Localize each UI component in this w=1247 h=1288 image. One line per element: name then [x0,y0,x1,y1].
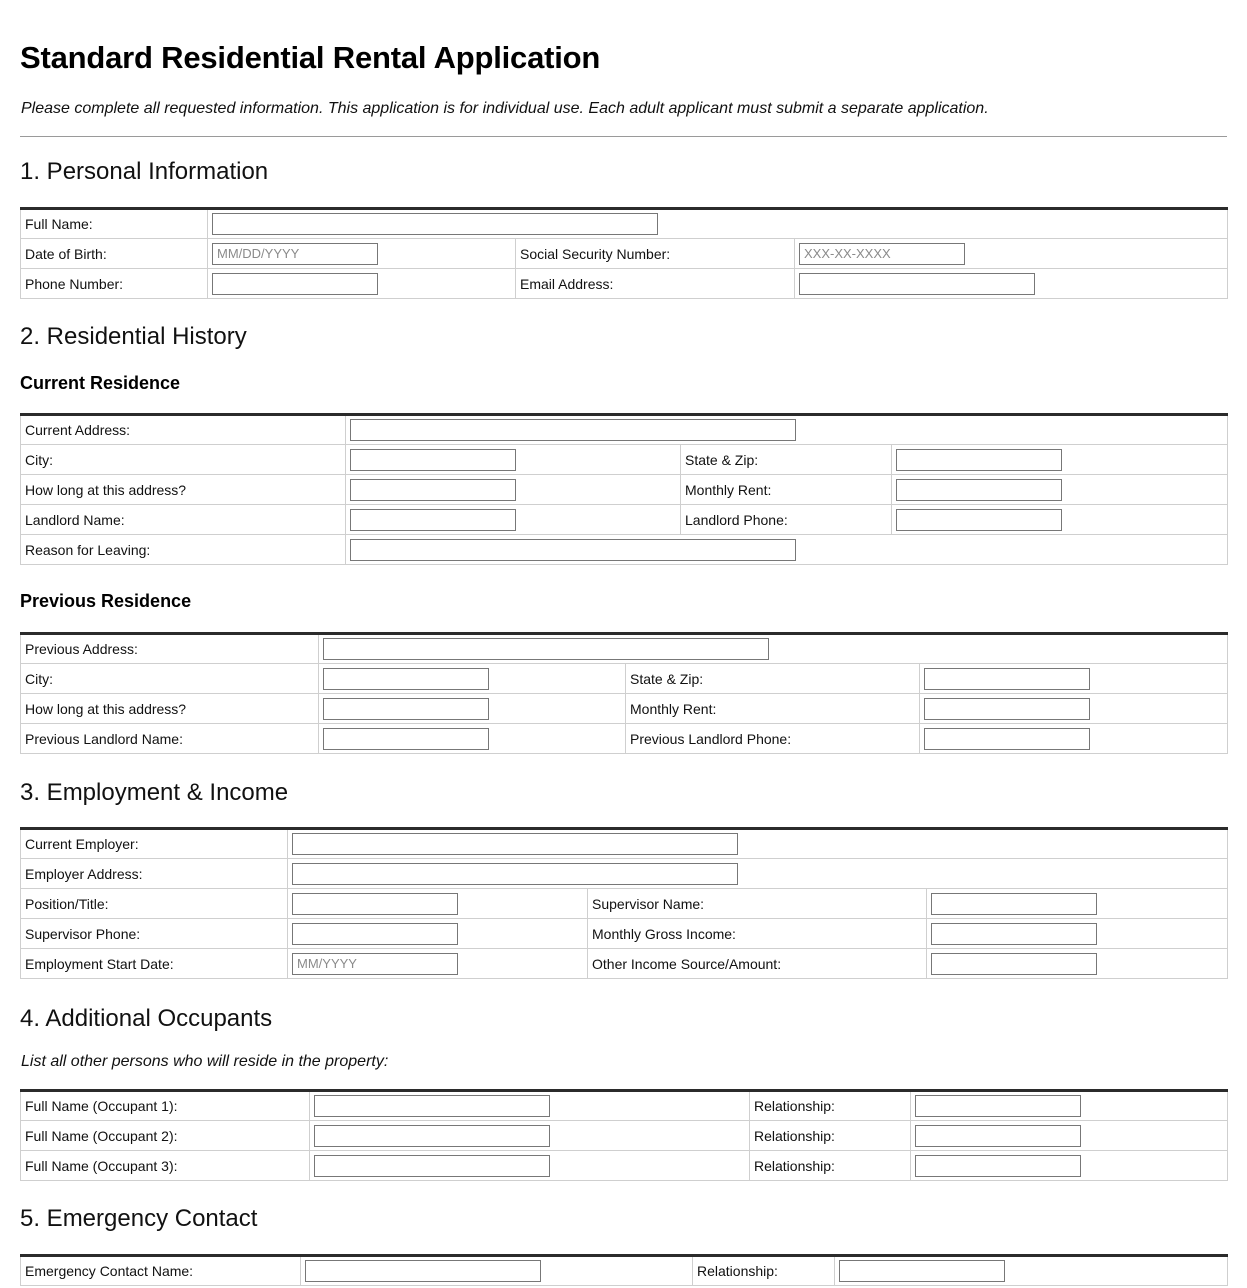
table-row [21,919,1228,949]
city-label: City: [21,664,319,694]
reason-label: Reason for Leaving: [21,535,346,565]
table-row [21,269,1228,299]
ssn-input[interactable] [799,243,965,265]
occupant-2-relationship-input[interactable] [915,1125,1081,1147]
table-row [21,475,1228,505]
monthly-income-input[interactable] [931,923,1097,945]
current-address-input[interactable] [350,419,796,441]
landlord-name-input[interactable] [350,509,516,531]
current-state-zip-input[interactable] [896,449,1062,471]
table-row [21,1121,1228,1151]
current-address-label: Current Address: [21,415,346,445]
monthly-rent-label: Monthly Rent: [626,694,920,724]
table-row [21,239,1228,269]
start-date-label: Employment Start Date: [21,949,288,979]
current-residence-table [20,413,1228,565]
table-row [21,415,1228,445]
landlord-phone-label: Landlord Phone: [681,505,892,535]
table-row [21,829,1228,859]
phone-label: Phone Number: [21,269,208,299]
section-heading-residential: 2. Residential History [20,323,247,350]
previous-rent-input[interactable] [924,698,1090,720]
section-heading-emergency: 5. Emergency Contact [20,1205,258,1232]
occupant-name-label: Full Name (Occupant 1): [21,1091,310,1121]
previous-address-label: Previous Address: [21,634,319,664]
landlord-name-label: Landlord Name: [21,505,346,535]
email-label: Email Address: [516,269,795,299]
current-employer-input[interactable] [292,833,738,855]
table-row [21,1256,1228,1286]
reason-for-leaving-input[interactable] [350,539,796,561]
table-row [21,535,1228,565]
previous-landlord-phone-input[interactable] [924,728,1090,750]
table-row [21,634,1228,664]
previous-address-input[interactable] [323,638,769,660]
supervisor-name-label: Supervisor Name: [588,889,927,919]
full-name-input[interactable] [212,213,658,235]
emergency-name-input[interactable] [305,1260,541,1282]
occupant-1-name-input[interactable] [314,1095,550,1117]
occupants-note: List all other persons who will reside in the property: [21,1053,389,1070]
monthly-income-label: Monthly Gross Income: [588,919,927,949]
state-zip-label: State & Zip: [626,664,920,694]
relationship-label: Relationship: [750,1151,911,1181]
emergency-relationship-input[interactable] [839,1260,1005,1282]
supervisor-phone-input[interactable] [292,923,458,945]
table-row [21,505,1228,535]
header-divider [20,136,1227,137]
supervisor-phone-label: Supervisor Phone: [21,919,288,949]
table-row [21,889,1228,919]
relationship-label: Relationship: [693,1256,835,1286]
previous-landlord-name-input[interactable] [323,728,489,750]
table-row [21,949,1228,979]
current-rent-input[interactable] [896,479,1062,501]
table-row [21,859,1228,889]
subheading-current-residence: Current Residence [20,373,181,393]
emergency-name-label: Emergency Contact Name: [21,1256,301,1286]
how-long-label: How long at this address? [21,475,346,505]
previous-residence-table [20,632,1228,754]
previous-how-long-input[interactable] [323,698,489,720]
previous-landlord-phone-label: Previous Landlord Phone: [626,724,920,754]
landlord-phone-input[interactable] [896,509,1062,531]
previous-landlord-name-label: Previous Landlord Name: [21,724,319,754]
occupant-3-relationship-input[interactable] [915,1155,1081,1177]
city-label: City: [21,445,346,475]
occupant-name-label: Full Name (Occupant 3): [21,1151,310,1181]
how-long-label: How long at this address? [21,694,319,724]
section-heading-personal: 1. Personal Information [20,158,269,185]
employment-table [20,827,1228,979]
current-how-long-input[interactable] [350,479,516,501]
start-date-input[interactable] [292,953,458,975]
section-heading-occupants: 4. Additional Occupants [20,1005,273,1032]
employer-address-label: Employer Address: [21,859,288,889]
email-input[interactable] [799,273,1035,295]
dob-input[interactable] [212,243,378,265]
table-row [21,694,1228,724]
relationship-label: Relationship: [750,1121,911,1151]
page-title: Standard Residential Rental Application [20,40,601,75]
section-heading-employment: 3. Employment & Income [20,779,289,806]
occupant-2-name-input[interactable] [314,1125,550,1147]
table-row [21,209,1228,239]
other-income-label: Other Income Source/Amount: [588,949,927,979]
phone-input[interactable] [212,273,378,295]
employer-address-input[interactable] [292,863,738,885]
supervisor-name-input[interactable] [931,893,1097,915]
current-employer-label: Current Employer: [21,829,288,859]
table-row [21,1151,1228,1181]
subheading-previous-residence: Previous Residence [20,591,192,611]
table-row [21,445,1228,475]
emergency-contact-table [20,1254,1228,1286]
occupant-3-name-input[interactable] [314,1155,550,1177]
state-zip-label: State & Zip: [681,445,892,475]
intro-text: Please complete all requested information. This application is for individual use. Each adult applicant must submit a separate application. [21,100,989,117]
position-label: Position/Title: [21,889,288,919]
occupants-table [20,1089,1228,1181]
relationship-label: Relationship: [750,1091,911,1121]
occupant-name-label: Full Name (Occupant 2): [21,1121,310,1151]
occupant-1-relationship-input[interactable] [915,1095,1081,1117]
table-row [21,724,1228,754]
position-input[interactable] [292,893,458,915]
other-income-input[interactable] [931,953,1097,975]
ssn-label: Social Security Number: [516,239,795,269]
full-name-label: Full Name: [21,209,208,239]
previous-state-zip-input[interactable] [924,668,1090,690]
current-city-input[interactable] [350,449,516,471]
dob-label: Date of Birth: [21,239,208,269]
personal-info-table [20,207,1228,299]
table-row [21,664,1228,694]
previous-city-input[interactable] [323,668,489,690]
monthly-rent-label: Monthly Rent: [681,475,892,505]
table-row [21,1091,1228,1121]
